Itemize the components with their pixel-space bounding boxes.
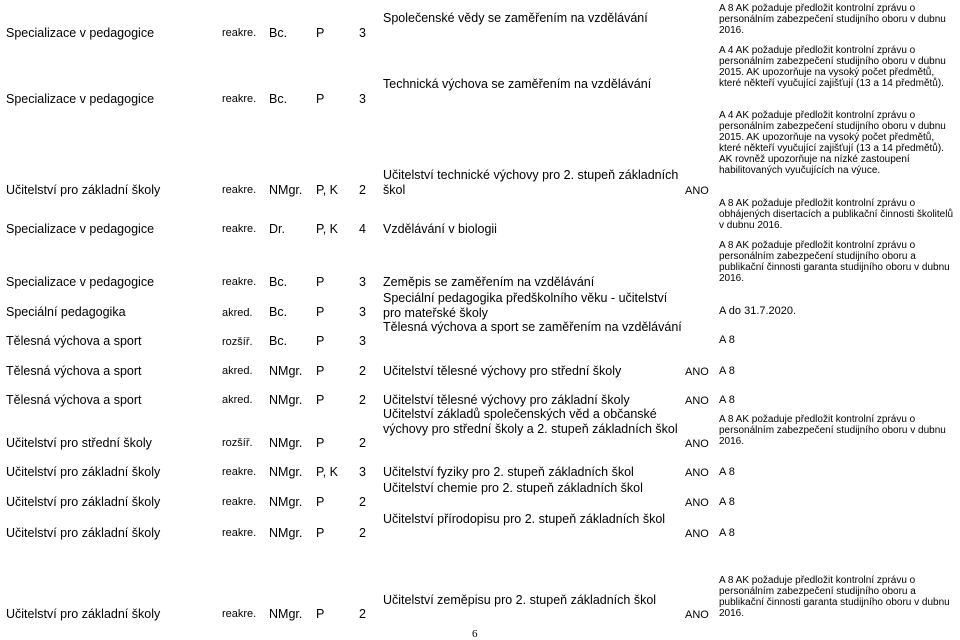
ano-flag: ANO xyxy=(685,185,709,197)
study-program-name: Učitelství základů společenských věd a občanské výchovy pro střední školy a 2. stupeň základních škol xyxy=(383,407,678,436)
decision-note: A 8 AK požaduje předložit kontrolní zprávu o personálním zabezpečení studijního oboru a publikační činnosti garanta studijního oboru v dubnu 2016. xyxy=(719,240,950,284)
decision-note: A 8 AK požaduje předložit kontrolní zprávu o personálním zabezpečení studijního oboru v dubnu 2016. xyxy=(719,414,946,447)
study-field: Tělesná výchova a sport xyxy=(6,364,142,378)
study-program-name: Speciální pedagogika předškolního věku - učitelství pro mateřské školy xyxy=(383,291,668,320)
degree: Bc. xyxy=(269,275,288,289)
study-field: Speciální pedagogika xyxy=(6,305,126,319)
decision-note: A 8 xyxy=(719,365,735,377)
study-program-name: Vzdělávání v biologii xyxy=(383,222,497,236)
study-years: 2 xyxy=(359,364,366,378)
ano-flag: ANO xyxy=(685,497,709,509)
accreditation-type: akred. xyxy=(222,365,253,377)
study-program-name: Učitelství tělesné výchovy pro základní školy xyxy=(383,393,630,407)
study-years: 2 xyxy=(359,393,366,407)
study-field: Specializace v pedagogice xyxy=(6,92,155,106)
study-years: 2 xyxy=(359,495,366,509)
study-form: P, K xyxy=(316,183,339,197)
accreditation-type: reakre. xyxy=(222,466,257,478)
accreditation-type: rozšíř. xyxy=(222,437,253,449)
study-program-name: Technická výchova se zaměřením na vzdělávání xyxy=(383,77,652,91)
accreditation-type: akred. xyxy=(222,307,253,319)
accreditation-type: reakre. xyxy=(222,608,257,620)
accreditation-type: reakre. xyxy=(222,527,257,539)
decision-note: A 8 xyxy=(719,394,735,406)
study-field: Specializace v pedagogice xyxy=(6,26,155,40)
degree: NMgr. xyxy=(269,495,303,509)
study-form: P xyxy=(316,275,325,289)
degree: NMgr. xyxy=(269,436,303,450)
ano-flag: ANO xyxy=(685,528,709,540)
degree: Bc. xyxy=(269,92,288,106)
study-years: 3 xyxy=(359,275,366,289)
ano-flag: ANO xyxy=(685,467,709,479)
study-field: Tělesná výchova a sport xyxy=(6,334,142,348)
accreditation-type: reakre. xyxy=(222,93,257,105)
study-form: P xyxy=(316,334,325,348)
degree: Bc. xyxy=(269,305,288,319)
study-years: 2 xyxy=(359,526,366,540)
decision-note: A 8 xyxy=(719,466,735,478)
study-form: P xyxy=(316,526,325,540)
accreditation-type: reakre. xyxy=(222,27,257,39)
decision-note: A 8 AK požaduje předložit kontrolní zprávu o personálním zabezpečení studijního oboru a publikační činnosti garanta studijního oboru v dubnu 2016. xyxy=(719,575,950,619)
decision-note: A do 31.7.2020. xyxy=(719,305,797,317)
study-form: P xyxy=(316,607,325,621)
ano-flag: ANO xyxy=(685,609,709,621)
decision-note: A 8 xyxy=(719,496,735,508)
study-field: Učitelství pro základní školy xyxy=(6,495,161,509)
study-years: 3 xyxy=(359,26,366,40)
study-field: Tělesná výchova a sport xyxy=(6,393,142,407)
study-years: 2 xyxy=(359,183,366,197)
study-years: 3 xyxy=(359,305,366,319)
accreditation-type: rozšíř. xyxy=(222,336,253,348)
decision-note: A 8 xyxy=(719,527,735,539)
study-form: P xyxy=(316,92,325,106)
study-years: 3 xyxy=(359,92,366,106)
accreditation-type: reakre. xyxy=(222,184,257,196)
study-program-name: Společenské vědy se zaměřením na vzdělávání xyxy=(383,11,648,25)
ano-flag: ANO xyxy=(685,438,709,450)
study-field: Učitelství pro základní školy xyxy=(6,183,161,197)
study-form: P, K xyxy=(316,222,339,236)
decision-note: A 8 AK požaduje předložit kontrolní zprávu o personálním zabezpečení studijního oboru v dubnu 2016. xyxy=(719,3,946,36)
accreditation-type: akred. xyxy=(222,394,253,406)
study-field: Učitelství pro střední školy xyxy=(6,436,152,450)
study-field: Specializace v pedagogice xyxy=(6,222,155,236)
study-program-name: Učitelství tělesné výchovy pro střední školy xyxy=(383,364,622,378)
study-form: P xyxy=(316,364,325,378)
page-number: 6 xyxy=(472,628,478,640)
study-program-name: Tělesná výchova a sport se zaměřením na vzdělávání xyxy=(383,320,682,334)
ano-flag: ANO xyxy=(685,366,709,378)
decision-note: A 8 xyxy=(719,334,735,346)
study-years: 2 xyxy=(359,607,366,621)
study-years: 4 xyxy=(359,222,366,236)
study-form: P xyxy=(316,305,325,319)
accreditation-type: reakre. xyxy=(222,496,257,508)
degree: Bc. xyxy=(269,26,288,40)
study-field: Učitelství pro základní školy xyxy=(6,526,161,540)
degree: NMgr. xyxy=(269,465,303,479)
degree: NMgr. xyxy=(269,364,303,378)
study-years: 2 xyxy=(359,436,366,450)
study-field: Specializace v pedagogice xyxy=(6,275,155,289)
study-form: P xyxy=(316,26,325,40)
degree: NMgr. xyxy=(269,526,303,540)
degree: NMgr. xyxy=(269,183,303,197)
decision-note: A 8 AK požaduje předložit kontrolní zprávu o obhájených disertacích a publikační činnosti školitelů v dubnu 2016. xyxy=(719,198,954,231)
study-program-name: Zeměpis se zaměřením na vzdělávání xyxy=(383,275,595,289)
degree: Bc. xyxy=(269,334,288,348)
degree: Dr. xyxy=(269,222,285,236)
study-program-name: Učitelství fyziky pro 2. stupeň základních škol xyxy=(383,465,634,479)
degree: NMgr. xyxy=(269,607,303,621)
study-form: P xyxy=(316,393,325,407)
accreditation-type: reakre. xyxy=(222,223,257,235)
study-field: Učitelství pro základní školy xyxy=(6,465,161,479)
study-years: 3 xyxy=(359,334,366,348)
study-program-name: Učitelství chemie pro 2. stupeň základních škol xyxy=(383,481,643,495)
study-form: P xyxy=(316,495,325,509)
study-program-name: Učitelství zeměpisu pro 2. stupeň základních škol xyxy=(383,593,657,607)
decision-note: A 4 AK požaduje předložit kontrolní zprávu o personálním zabezpečení studijního oboru v dubnu 2015. AK upozorňuje na vysoký počet předmětů, které někteří vyučující zajišťují (13 a 14 předmětů). AK rovněž upozorňuje na nízké zastoupení habilitovaných vyučujících na výuce. xyxy=(719,110,946,176)
study-form: P, K xyxy=(316,465,339,479)
study-years: 3 xyxy=(359,465,366,479)
degree: NMgr. xyxy=(269,393,303,407)
study-program-name: Učitelství přírodopisu pro 2. stupeň základních škol xyxy=(383,512,666,526)
study-program-name: Učitelství technické výchovy pro 2. stupeň základních škol xyxy=(383,168,679,197)
study-form: P xyxy=(316,436,325,450)
ano-flag: ANO xyxy=(685,395,709,407)
decision-note: A 4 AK požaduje předložit kontrolní zprávu o personálním zabezpečení studijního oboru v dubnu 2015. AK upozorňuje na vysoký počet předmětů, které někteří vyučující zajišťují (13 a 14 předmětů). xyxy=(719,45,946,89)
accreditation-type: reakre. xyxy=(222,276,257,288)
study-field: Učitelství pro základní školy xyxy=(6,607,161,621)
